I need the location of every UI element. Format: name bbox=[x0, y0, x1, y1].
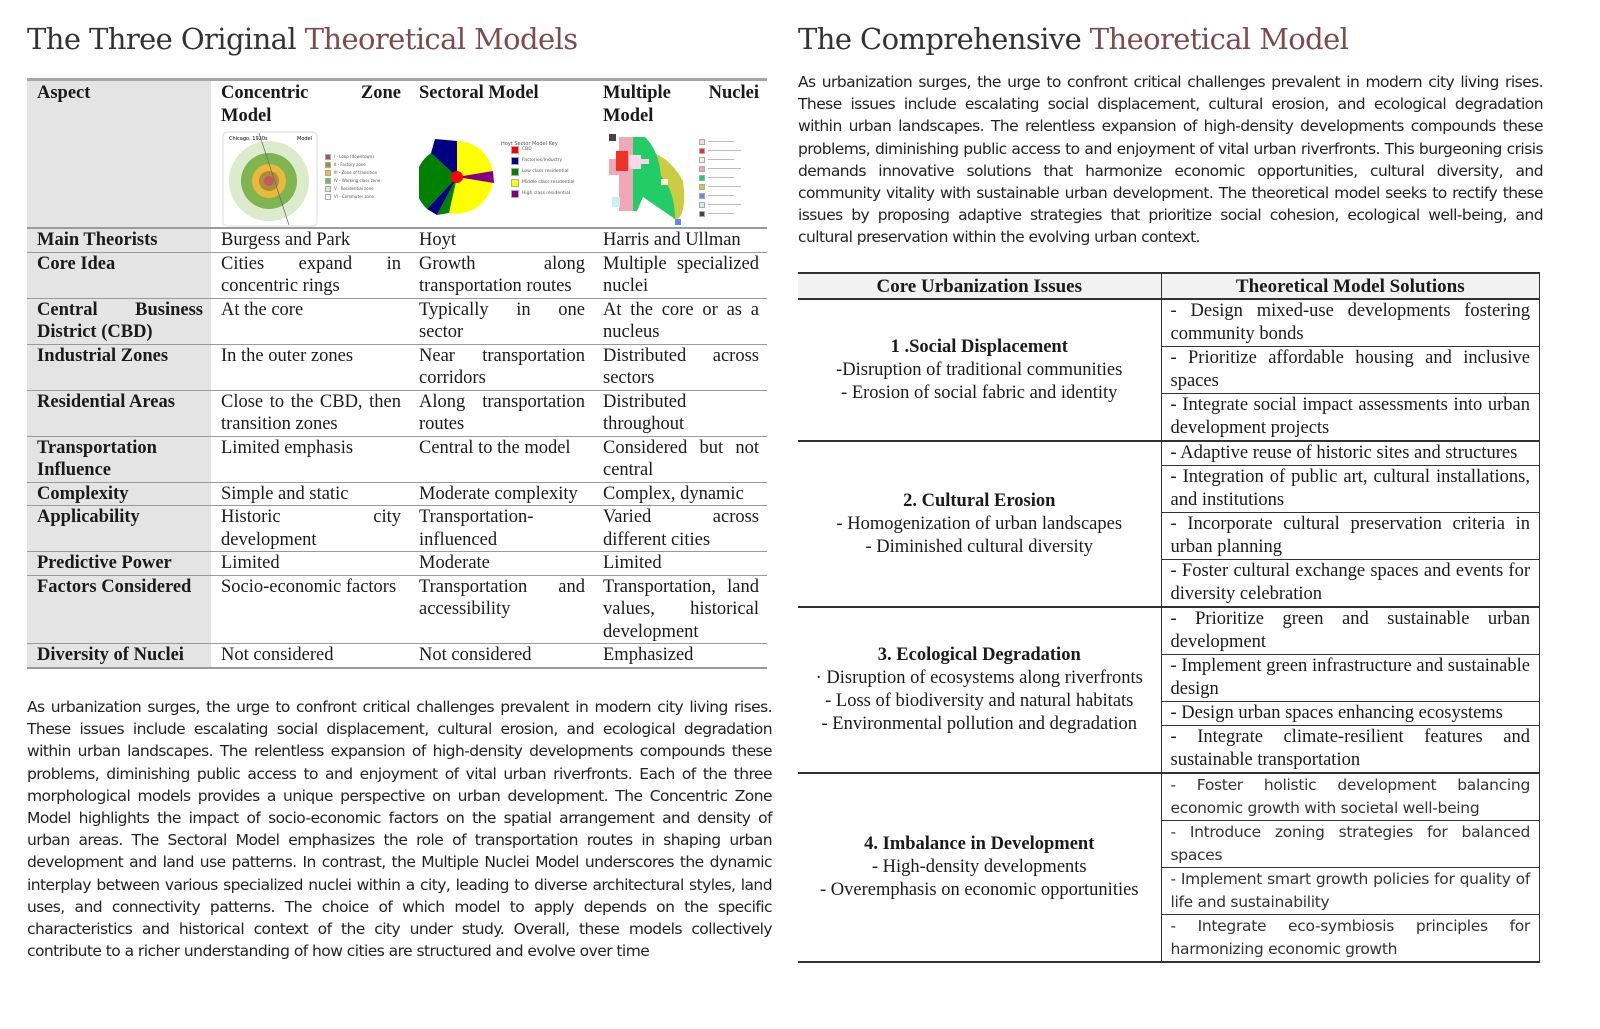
cell-nuclei: Complex, dynamic bbox=[593, 482, 767, 506]
issue-point: - Erosion of social fabric and identity bbox=[841, 382, 1118, 403]
header-word: Concentric bbox=[221, 83, 309, 103]
left-column bbox=[27, 0, 772, 961]
solution-row bbox=[798, 441, 1540, 466]
cell-sectoral: Typically in one sector bbox=[409, 298, 593, 344]
table-row bbox=[27, 252, 767, 298]
multiple-nuclei-figure bbox=[603, 131, 759, 227]
table-row bbox=[27, 436, 767, 482]
legend-label: II - Factory zone bbox=[334, 161, 366, 167]
left-heading bbox=[27, 21, 772, 57]
legend-swatch bbox=[699, 139, 705, 145]
legend-label-placeholder bbox=[708, 195, 734, 197]
cell-sectoral: Transportation and accessibility bbox=[409, 575, 593, 644]
cell-sectoral: Along transportation routes bbox=[409, 390, 593, 436]
cell-nuclei: Emphasized bbox=[593, 644, 767, 668]
legend-swatch bbox=[699, 211, 705, 217]
concentric-title-left: Chicago, 1920s bbox=[229, 136, 268, 142]
legend-swatch bbox=[699, 193, 705, 199]
left-heading-accent: Theoretical Models bbox=[304, 22, 578, 56]
cell-concentric: Close to the CBD, then transition zones bbox=[211, 390, 409, 436]
cell-concentric: Cities expand in concentric rings bbox=[211, 252, 409, 298]
issue-title: 4. Imbalance in Development bbox=[864, 834, 1095, 854]
multiple-nuclei-map bbox=[603, 131, 698, 227]
cell-nuclei: Considered but not central bbox=[593, 436, 767, 482]
sectoral-legend-title: Hoyt Sector Model Key bbox=[501, 140, 558, 147]
legend-swatch bbox=[699, 202, 705, 208]
legend-swatch bbox=[325, 186, 331, 192]
solution-row bbox=[798, 773, 1540, 821]
concentric-legend bbox=[325, 153, 380, 201]
legend-label: Middle class residential bbox=[522, 179, 575, 185]
legend-item bbox=[699, 200, 741, 209]
solution-cell: - Foster holistic development balancing economic growth with societal well-being bbox=[1161, 773, 1540, 821]
right-heading bbox=[798, 21, 1543, 57]
legend-swatch bbox=[325, 178, 331, 184]
header-aspect: Aspect bbox=[27, 80, 211, 229]
table-row bbox=[27, 506, 767, 552]
cell-concentric: Historic city development bbox=[211, 506, 409, 552]
legend-label-placeholder bbox=[708, 213, 734, 215]
cell-sectoral: Central to the model bbox=[409, 436, 593, 482]
models-comparison-table bbox=[27, 78, 767, 669]
legend-label: VI - Commuter zone bbox=[334, 193, 374, 199]
header-concentric bbox=[211, 80, 409, 229]
legend-item bbox=[699, 155, 741, 164]
solution-cell: - Introduce zoning strategies for balanced spaces bbox=[1161, 821, 1540, 868]
right-heading-accent: Theoretical Model bbox=[1089, 22, 1349, 56]
nuclei-legend bbox=[699, 137, 741, 218]
legend-item bbox=[699, 164, 741, 173]
cell-sectoral: Not considered bbox=[409, 644, 593, 668]
legend-label-placeholder bbox=[708, 177, 734, 179]
header-word: Multiple bbox=[603, 83, 671, 103]
left-paragraph: As urbanization surges, the urge to confront critical challenges prevalent in modern city living rises. These issues include escalating social displacement, cultural erosion, and ecological degradation within urban landscapes. The relentless expansion of high-density developments compounds these problems, diminishing public access to and enjoyment of vital urban riverfronts. Each of the three morphological models provides a unique perspective on urban development. The Concentric Zone Model highlights the impact of socio-economic factors on the spatial arrangement and density of urban areas. The Sectoral Model emphasizes the role of transportation routes in shaping urban development and land use patterns. In contrast, the Multiple Nuclei Model underscores the dynamic interplay between various specialized nuclei within a city, leading to diverse architectural styles, land uses, and connectivity patterns. The choice of which model to apply depends on the specific characteristics and historical context of the city under study. Overall, these models collectively contribute to a richer understanding of how cities are structured and evolve over time bbox=[27, 698, 772, 961]
issue-point: - Overemphasis on economic opportunities bbox=[819, 880, 1139, 900]
legend-swatch bbox=[699, 157, 705, 163]
legend-swatch bbox=[511, 168, 519, 176]
right-heading-plain: The Comprehensive bbox=[798, 22, 1090, 56]
header-word: Model bbox=[221, 105, 272, 126]
table-row bbox=[27, 575, 767, 644]
table-row bbox=[27, 228, 767, 252]
legend-item bbox=[699, 209, 741, 218]
row-aspect: Central Business District (CBD) bbox=[27, 298, 211, 344]
row-aspect: Complexity bbox=[27, 482, 211, 506]
cell-nuclei: Distributed throughout bbox=[593, 390, 767, 436]
legend-label: CBD bbox=[522, 146, 532, 152]
table-row bbox=[27, 298, 767, 344]
row-aspect: Applicability bbox=[27, 506, 211, 552]
cell-concentric: Not considered bbox=[211, 644, 409, 668]
legend-item bbox=[699, 182, 741, 191]
cell-sectoral: Hoyt bbox=[409, 228, 593, 252]
issue-title: 3. Ecological Degradation bbox=[877, 645, 1081, 665]
table-row bbox=[27, 390, 767, 436]
header-sectoral bbox=[409, 80, 593, 229]
row-aspect: Industrial Zones bbox=[27, 344, 211, 390]
issue-point: - Diminished cultural diversity bbox=[865, 536, 1094, 557]
table-row bbox=[27, 552, 767, 576]
cell-concentric: Burgess and Park bbox=[211, 228, 409, 252]
legend-label: I - Loop (downtown) bbox=[334, 153, 374, 159]
solution-cell: - Foster cultural exchange spaces and events for diversity celebration bbox=[1161, 560, 1540, 608]
row-aspect: Predictive Power bbox=[27, 552, 211, 576]
legend-label: Factories/Industry bbox=[522, 157, 563, 163]
solution-cell: - Implement green infrastructure and sustainable design bbox=[1161, 655, 1540, 702]
concentric-title-right: Model bbox=[297, 136, 313, 142]
row-aspect: Transportation Influence bbox=[27, 436, 211, 482]
issue-point: - Homogenization of urban landscapes bbox=[836, 513, 1123, 534]
solution-cell: - Integrate climate-resilient features and sustainable transportation bbox=[1161, 726, 1540, 774]
legend-swatch bbox=[511, 190, 519, 198]
cell-sectoral: Near transportation corridors bbox=[409, 344, 593, 390]
solution-cell: - Integrate social impact assessments into urban development projects bbox=[1161, 394, 1540, 442]
issue-point: · Disruption of ecosystems along riverfronts bbox=[815, 668, 1143, 688]
issue-point: - High-density developments bbox=[871, 857, 1087, 877]
cell-concentric: Socio-economic factors bbox=[211, 575, 409, 644]
issue-cell bbox=[798, 441, 1161, 607]
header-word: Sectoral Model bbox=[419, 83, 539, 103]
cell-nuclei: Varied across different cities bbox=[593, 506, 767, 552]
cell-concentric: Simple and static bbox=[211, 482, 409, 506]
right-paragraph: As urbanization surges, the urge to confront critical challenges prevalent in modern city living rises. These issues include escalating social displacement, cultural erosion, and ecological degradation within urban landscapes. The relentless expansion of high-density developments compounds these problems, diminishing public access to and enjoyment of vital urban riverfronts. This burgeoning crisis demands innovative solutions that harmonize economic opportunities, cultural diversity, and community vitality with sustainable urban development. The theoretical model seeks to rectify these issues by proposing adaptive strategies that prioritize social cohesion, ecological well-being, and cultural preservation within the evolving urban context. bbox=[798, 73, 1543, 247]
legend-swatch bbox=[325, 170, 331, 176]
issue-title: 2. Cultural Erosion bbox=[903, 490, 1056, 511]
right-column bbox=[798, 0, 1543, 958]
cell-concentric: Limited bbox=[211, 552, 409, 576]
issue-point: -Disruption of traditional communities bbox=[836, 359, 1123, 380]
solution-cell: - Adaptive reuse of historic sites and structures bbox=[1161, 441, 1540, 466]
issue-title: 1 .Social Displacement bbox=[890, 336, 1068, 357]
header-core-issues: Core Urbanization Issues bbox=[798, 273, 1161, 299]
issues-solutions-table bbox=[798, 272, 1540, 963]
legend-label: IV - Working class zone bbox=[334, 177, 381, 183]
cell-sectoral: Moderate complexity bbox=[409, 482, 593, 506]
issue-cell bbox=[798, 773, 1161, 962]
legend-swatch bbox=[699, 184, 705, 190]
cell-nuclei: Transportation, land values, historical development bbox=[593, 575, 767, 644]
legend-label-placeholder bbox=[708, 150, 741, 152]
table-row bbox=[27, 344, 767, 390]
legend-swatch bbox=[511, 179, 519, 187]
solution-cell: - Incorporate cultural preservation criteria in urban planning bbox=[1161, 513, 1540, 560]
cell-nuclei: Multiple specialized nuclei bbox=[593, 252, 767, 298]
row-aspect: Core Idea bbox=[27, 252, 211, 298]
cell-concentric: At the core bbox=[211, 298, 409, 344]
legend-item bbox=[511, 189, 575, 200]
row-aspect: Factors Considered bbox=[27, 575, 211, 644]
sector-model-pie bbox=[419, 131, 499, 227]
cell-concentric: Limited emphasis bbox=[211, 436, 409, 482]
table-row bbox=[27, 482, 767, 506]
legend-swatch bbox=[511, 157, 519, 165]
legend-item bbox=[699, 146, 741, 155]
solution-row bbox=[798, 299, 1540, 347]
header-model-solutions: Theoretical Model Solutions bbox=[1161, 273, 1540, 299]
issue-point: - Loss of biodiversity and natural habitats bbox=[825, 691, 1134, 711]
legend-item bbox=[325, 193, 380, 201]
cell-nuclei: Distributed across sectors bbox=[593, 344, 767, 390]
cell-sectoral: Transportation-influenced bbox=[409, 506, 593, 552]
issue-cell bbox=[798, 607, 1161, 773]
solution-row bbox=[798, 607, 1540, 655]
solution-cell: - Design urban spaces enhancing ecosystems bbox=[1161, 702, 1540, 726]
cell-nuclei: Harris and Ullman bbox=[593, 228, 767, 252]
row-aspect: Main Theorists bbox=[27, 228, 211, 252]
issue-cell bbox=[798, 299, 1161, 441]
issues-header-row bbox=[798, 273, 1540, 299]
legend-label-placeholder bbox=[708, 168, 741, 170]
cell-nuclei: At the core or as a nucleus bbox=[593, 298, 767, 344]
table-row bbox=[27, 644, 767, 668]
solution-cell: - Design mixed-use developments fostering community bonds bbox=[1161, 299, 1540, 347]
legend-item bbox=[699, 191, 741, 200]
legend-label: III - Zone of transition bbox=[334, 169, 378, 175]
legend-swatch bbox=[699, 166, 705, 172]
row-aspect: Residential Areas bbox=[27, 390, 211, 436]
solution-cell: - Integrate eco-symbiosis principles for harmonizing economic growth bbox=[1161, 915, 1540, 963]
legend-label-placeholder bbox=[708, 159, 734, 161]
issue-point: - Environmental pollution and degradation bbox=[821, 714, 1137, 734]
cell-concentric: In the outer zones bbox=[211, 344, 409, 390]
cell-sectoral: Growth along transportation routes bbox=[409, 252, 593, 298]
legend-swatch bbox=[511, 146, 519, 154]
legend-label-placeholder bbox=[708, 141, 734, 143]
concentric-zone-figure bbox=[221, 131, 401, 227]
legend-item bbox=[699, 173, 741, 182]
legend-label: V - Residential zone bbox=[334, 185, 374, 191]
legend-label-placeholder bbox=[708, 204, 741, 206]
solution-cell: - Prioritize affordable housing and inclusive spaces bbox=[1161, 347, 1540, 394]
legend-item bbox=[699, 137, 741, 146]
legend-swatch bbox=[325, 162, 331, 168]
left-heading-plain: The Three Original bbox=[27, 22, 305, 56]
legend-swatch bbox=[325, 194, 331, 200]
cell-sectoral: Moderate bbox=[409, 552, 593, 576]
sectoral-figure bbox=[419, 131, 585, 227]
solution-cell: - Implement smart growth policies for quality of life and sustainability bbox=[1161, 868, 1540, 915]
legend-swatch bbox=[325, 154, 331, 160]
legend-swatch bbox=[699, 175, 705, 181]
header-word: Zone bbox=[360, 83, 401, 103]
solution-cell: - Prioritize green and sustainable urban development bbox=[1161, 607, 1540, 655]
sectoral-legend bbox=[511, 145, 575, 200]
header-word: Nuclei bbox=[708, 83, 759, 103]
header-word: Model bbox=[603, 105, 654, 126]
header-nuclei bbox=[593, 80, 767, 229]
legend-label: Low class residential bbox=[522, 168, 569, 174]
table-header-row bbox=[27, 80, 767, 229]
legend-label-placeholder bbox=[708, 186, 741, 188]
solution-cell: - Integration of public art, cultural installations, and institutions bbox=[1161, 466, 1540, 513]
row-aspect: Diversity of Nuclei bbox=[27, 644, 211, 668]
cell-nuclei: Limited bbox=[593, 552, 767, 576]
legend-swatch bbox=[699, 148, 705, 154]
legend-label: High class residential bbox=[522, 190, 570, 196]
